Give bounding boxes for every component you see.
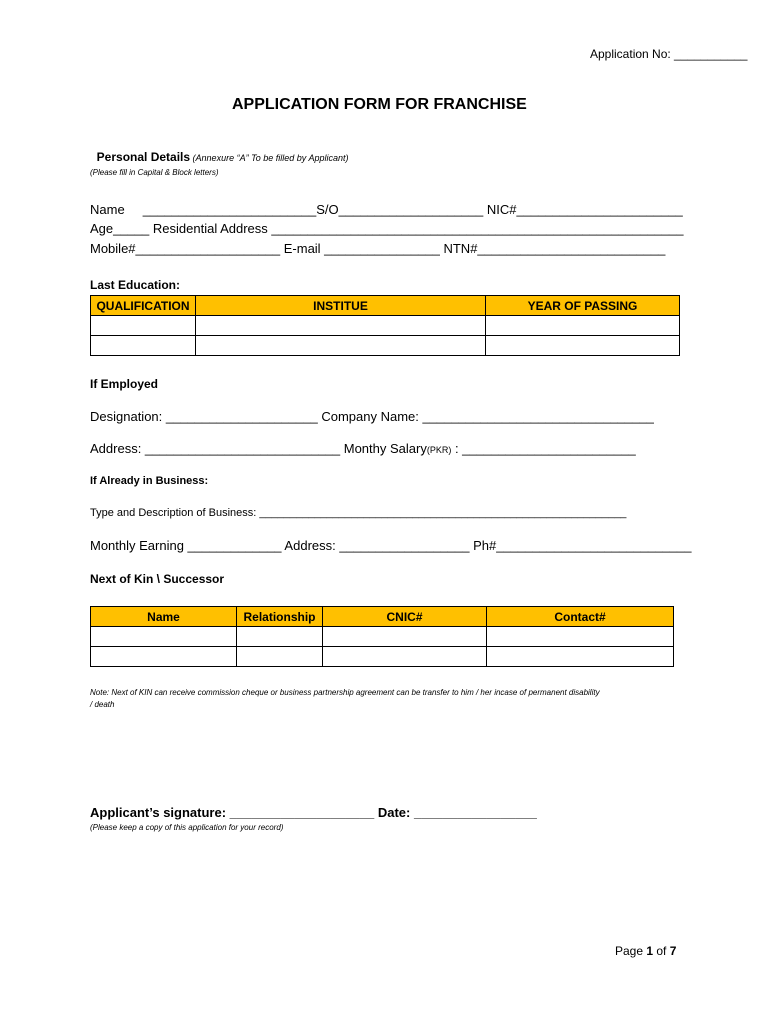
earning-address-phone-line[interactable]: Monthly Earning _____________ Address: __________________ Ph#___________________________ [90, 538, 692, 553]
education-table-header [91, 296, 680, 316]
kin-name-cell[interactable] [91, 627, 237, 647]
signature-note: (Please keep a copy of this application for your record) [90, 823, 284, 832]
institute-cell[interactable] [196, 316, 486, 336]
application-number-field[interactable]: Application No: ___________ [590, 47, 748, 61]
column-header-institute: INSTITUE [196, 296, 486, 316]
page-mid: of [653, 944, 670, 958]
kin-note-line-1: Note: Next of KIN can receive commission cheque or business partnership agreement can be transfer to him / her incase of permanent disability [90, 688, 600, 697]
institute-cell[interactable] [196, 336, 486, 356]
address-salary-label: Address: ___________________________ Monthy Salary [90, 441, 427, 456]
kin-name-cell[interactable] [91, 647, 237, 667]
if-business-heading: If Already in Business: [90, 475, 209, 487]
page-current: 1 [646, 944, 654, 958]
pkr-label: (PKR) [426, 445, 452, 455]
kin-cnic-cell[interactable] [323, 647, 487, 667]
column-header-contact: Contact# [487, 607, 674, 627]
next-of-kin-table [90, 606, 674, 667]
table-row [91, 316, 680, 336]
form-title: APPLICATION FORM FOR FRANCHISE [232, 96, 527, 113]
salary-blank: : ________________________ [451, 441, 636, 456]
qualification-cell[interactable] [91, 336, 196, 356]
year-cell[interactable] [486, 316, 680, 336]
personal-details-title: Personal Details [96, 150, 191, 164]
column-header-cnic: CNIC# [323, 607, 487, 627]
age-address-line[interactable]: Age_____ Residential Address _________________________________________________________ [90, 221, 684, 236]
personal-details-heading [90, 136, 348, 164]
page-total: 7 [669, 944, 677, 958]
kin-contact-cell[interactable] [487, 627, 674, 647]
column-header-qualification: QUALIFICATION [91, 296, 196, 316]
personal-details-note: (Annexure “A” To be filled by Applicant) [190, 153, 349, 163]
qualification-cell[interactable] [91, 316, 196, 336]
kin-cnic-cell[interactable] [323, 627, 487, 647]
address-salary-line[interactable] [90, 441, 636, 456]
education-table [90, 295, 680, 356]
kin-table-header [91, 607, 674, 627]
next-of-kin-heading: Next of Kin \ Successor [90, 572, 225, 586]
signature-date-line[interactable]: Applicant’s signature: ____________________ Date: _________________ [90, 805, 537, 820]
business-type-line[interactable]: Type and Description of Business: ____________________________________________________________ [90, 507, 627, 519]
designation-company-line[interactable]: Designation: _____________________ Company Name: ________________________________ [90, 409, 654, 424]
kin-relationship-cell[interactable] [237, 627, 323, 647]
last-education-heading: Last Education: [90, 278, 181, 292]
column-header-relationship: Relationship [237, 607, 323, 627]
capital-letters-instruction: (Please fill in Capital & Block letters) [90, 168, 219, 177]
table-row [91, 627, 674, 647]
table-row [91, 647, 674, 667]
kin-contact-cell[interactable] [487, 647, 674, 667]
column-header-name: Name [91, 607, 237, 627]
mobile-email-ntn-line[interactable]: Mobile#____________________ E-mail ________________ NTN#__________________________ [90, 241, 666, 256]
table-row [91, 336, 680, 356]
page-number [615, 944, 676, 958]
kin-relationship-cell[interactable] [237, 647, 323, 667]
if-employed-heading: If Employed [90, 377, 159, 391]
kin-note-line-2: / death [90, 700, 115, 709]
column-header-year-of-passing: YEAR OF PASSING [486, 296, 680, 316]
page-prefix: Page [615, 944, 647, 958]
name-so-nic-line[interactable]: Name ________________________S/O____________________ NIC#_______________________ [90, 202, 683, 217]
year-cell[interactable] [486, 336, 680, 356]
